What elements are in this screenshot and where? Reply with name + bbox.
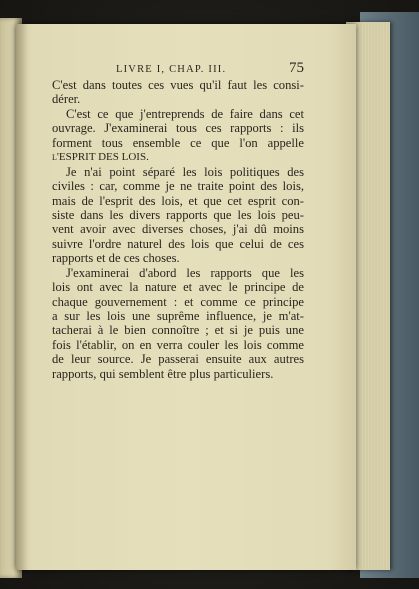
text-line: C'est ce que j'entreprends de faire dans cet (66, 106, 304, 121)
text-line: civiles : car, comme je ne traite point des lois, (52, 179, 304, 194)
text-line: de leur source. Je passerai ensuite aux autres (52, 352, 304, 367)
text-line: mais de l'esprit des lois, et que cet esprit con- (52, 193, 304, 208)
text-line: forment tous ensemble ce que l'on appelle (52, 135, 304, 150)
text-line: siste dans les divers rapports que les lois peu- (52, 207, 304, 222)
text-line: vent avoir avec diverses choses, j'ai dû moins (52, 222, 304, 237)
gutter-shadow (16, 24, 28, 570)
page-number: 75 (289, 60, 304, 76)
text-line: lois ont avec la nature et avec le principe de (52, 280, 304, 295)
text-line: fois l'établir, on en verra couler les lois comme (52, 337, 304, 352)
text-line: a sur les lois une suprême influence, je m'at- (52, 309, 304, 323)
body-text (52, 78, 304, 381)
text-line: rapports, qui semblent être plus particuliers. (52, 366, 274, 381)
text-line: tacherai à le bien connoître ; et si je puis une (52, 323, 304, 338)
running-head: LIVRE I, CHAP. III. (116, 64, 227, 75)
text-line: ouvrage. J'examinerai tous ces rapports : ils (52, 121, 304, 136)
text-line: l'ESPRIT DES LOIS. (52, 151, 149, 164)
text-line: J'examinerai d'abord les rapports que les (66, 265, 304, 280)
text-line: C'est dans toutes ces vues qu'il faut les consi- (52, 78, 304, 92)
text-line: rapports et de ces choses. (52, 251, 180, 266)
page-header (52, 60, 304, 78)
text-line: chaque gouvernement : et comme ce principe (52, 294, 304, 309)
text-line: suivre l'ordre naturel des lois que celui de ces (52, 236, 304, 251)
text-line: Je n'ai point séparé les lois politiques des (66, 164, 304, 179)
text-line: dérer. (52, 92, 81, 107)
